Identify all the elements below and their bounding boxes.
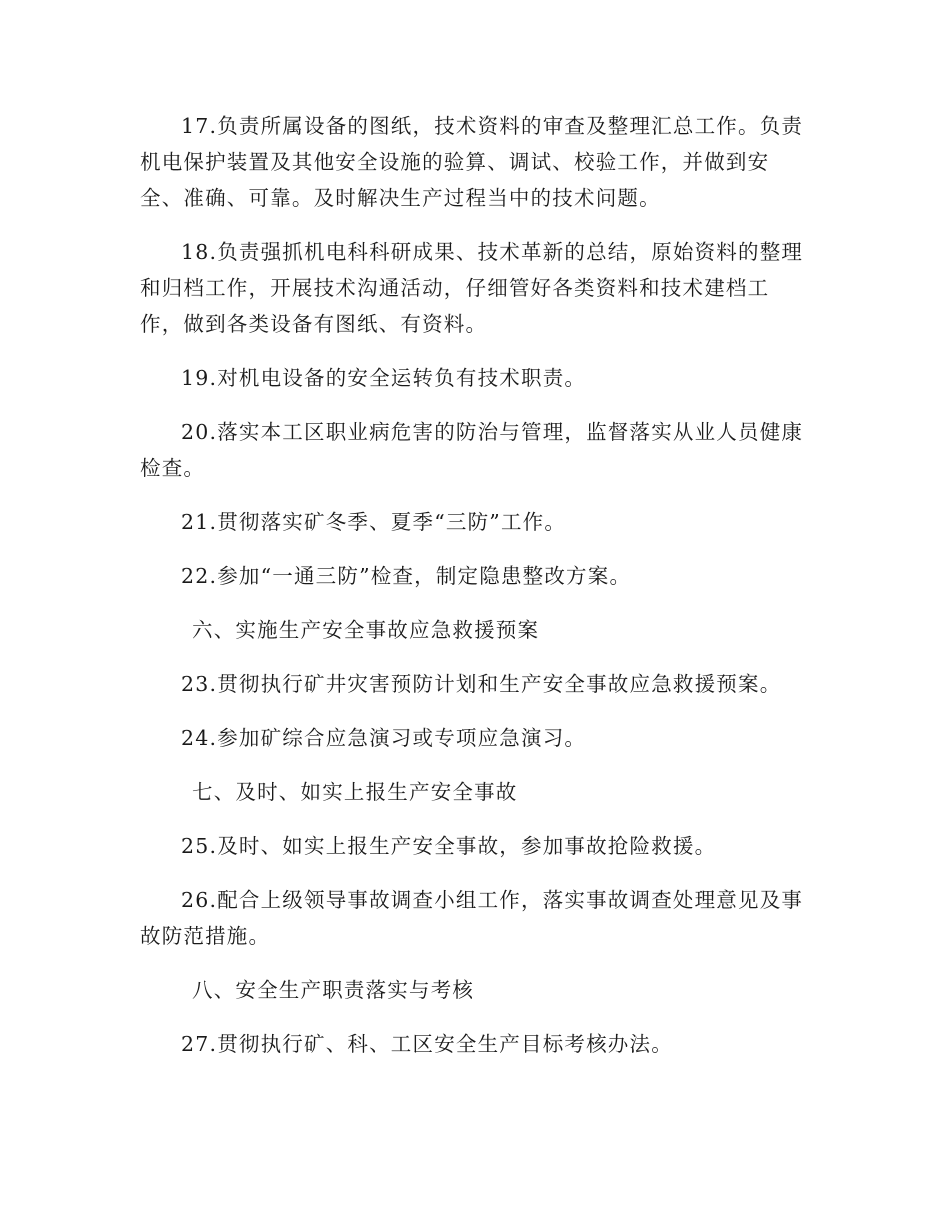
section-heading-6: 六、实施生产安全事故应急救援预案 [192,618,540,642]
paragraph-27 [140,1026,808,1062]
paragraph-line: 22.参加“一通三防”检查，制定隐患整改方案。 [181,564,632,588]
paragraph-line: 18.负责强抓机电科科研成果、技术革新的总结，原始资料的整理 [181,240,804,264]
paragraph-line: 27.贯彻执行矿、科、工区安全生产目标考核办法。 [181,1032,673,1056]
paragraph-line: 24.参加矿综合应急演习或专项应急演习。 [181,726,587,750]
paragraph-19 [140,360,808,396]
paragraph-23 [140,666,808,702]
paragraph-line: 17.负责所属设备的图纸，技术资料的审查及整理汇总工作。负责 [181,114,804,138]
paragraph-line: 20.落实本工区职业病危害的防治与管理，监督落实从业人员健康 [181,420,804,444]
document-body [140,108,808,1080]
paragraph-line: 和归档工作，开展技术沟通活动，仔细管好各类资料和技术建档工 [140,276,770,300]
section-heading-8: 八、安全生产职责落实与考核 [192,978,475,1002]
paragraph-line: 25.及时、如实上报生产安全事故，参加事故抢险救援。 [181,834,717,858]
paragraph-line: 故防范措施。 [140,924,271,948]
paragraph-25 [140,828,808,864]
paragraph-line: 23.贯彻执行矿井灾害预防计划和生产安全事故应急救援预案。 [181,672,782,696]
paragraph-line: 检查。 [140,456,206,480]
paragraph-22 [140,558,808,594]
paragraph-line: 作，做到各类设备有图纸、有资料。 [140,312,488,336]
section-heading-7: 七、及时、如实上报生产安全事故 [192,780,518,804]
paragraph-24 [140,720,808,756]
paragraph-18 [140,234,808,342]
paragraph-line: 机电保护装置及其他安全设施的验算、调试、校验工作，并做到安 [140,150,770,174]
paragraph-20 [140,414,808,486]
paragraph-21 [140,504,808,540]
paragraph-line: 21.贯彻落实矿冬季、夏季“三防”工作。 [181,510,567,534]
paragraph-line: 全、准确、可靠。及时解决生产过程当中的技术问题。 [140,186,661,210]
paragraph-line: 26.配合上级领导事故调查小组工作，落实事故调查处理意见及事 [181,888,804,912]
paragraph-26 [140,882,808,954]
paragraph-17 [140,108,808,216]
paragraph-line: 19.对机电设备的安全运转负有技术职责。 [181,366,587,390]
